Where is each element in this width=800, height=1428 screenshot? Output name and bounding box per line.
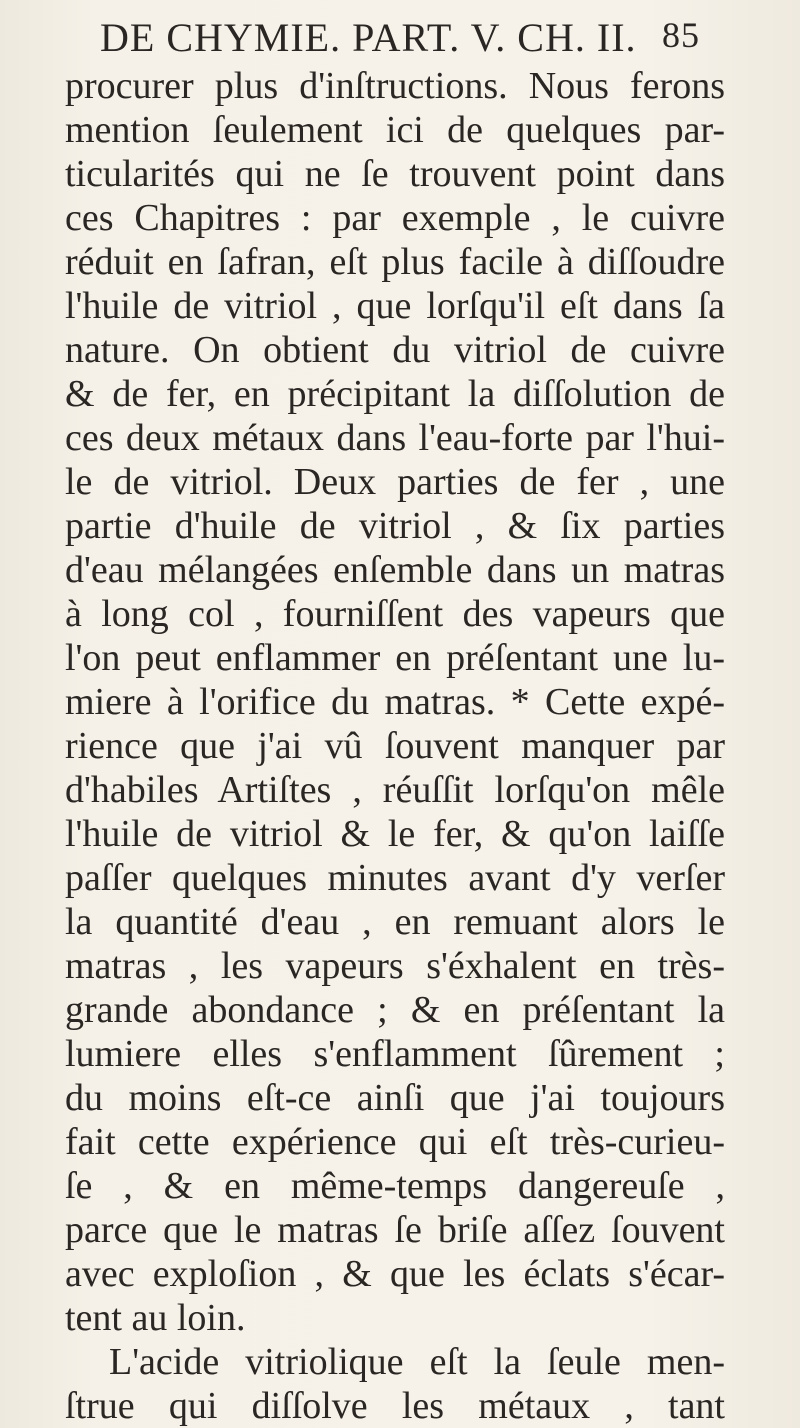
text-line: l'huile de vitriol & le fer, & qu'on laiſſe [65,813,725,855]
text-line: fait cette expérience qui eſt très-curieu- [65,1121,725,1163]
text-line: paſſer quelques minutes avant d'y verſer [65,857,725,899]
text-line: l'huile de vitriol , que lorſqu'il eſt dans ſa [65,285,725,327]
text-line: tent au loin. [65,1297,246,1339]
text-line: d'habiles Artiſtes , réuſſit lorſqu'on mêle [65,769,725,811]
text-line: ces deux métaux dans l'eau-forte par l'hui- [65,417,725,459]
running-head-title: DE CHYMIE. PART. V. CH. II. [100,15,637,60]
text-line: d'eau mélangées enſemble dans un matras [65,549,725,591]
running-head [100,14,700,58]
text-line: L'acide vitriolique eſt la ſeule men- [109,1341,725,1383]
text-line: du moins eſt-ce ainſi que j'ai toujours [65,1077,725,1119]
text-line: à long col , fourniſſent des vapeurs que [65,593,725,635]
text-line: partie d'huile de vitriol , & ſix parties [65,505,725,547]
text-line: la quantité d'eau , en remuant alors le [65,901,725,943]
text-line: & de fer, en précipitant la diſſolution de [65,373,725,415]
text-line: grande abondance ; & en préſentant la [65,989,725,1031]
text-line: lumiere elles s'enflamment ſûrement ; [65,1033,725,1075]
text-line: l'on peut enflammer en préſentant une lu- [65,637,725,679]
text-line: ſe , & en même-temps dangereuſe , [65,1165,725,1207]
text-line: miere à l'orifice du matras. * Cette expé- [65,681,725,723]
text-line: ces Chapitres : par exemple , le cuivre [65,197,725,239]
text-line: mention ſeulement ici de quelques par- [65,109,725,151]
text-line: rience que j'ai vû ſouvent manquer par [65,725,725,767]
text-line: matras , les vapeurs s'éxhalent en très- [65,945,725,987]
text-line: procurer plus d'inſtructions. Nous ferons [65,65,725,107]
text-line: ticularités qui ne ſe trouvent point dans [65,153,725,195]
text-line: réduit en ſafran, eſt plus facile à diſſoudre [65,241,725,283]
text-line: avec exploſion , & que les éclats s'écar- [65,1253,725,1295]
text-line: ſtrue qui diſſolve les métaux , tant [65,1385,725,1427]
text-line: nature. On obtient du vitriol de cuivre [65,329,725,371]
page-number: 85 [662,15,700,55]
body-text [65,64,725,1428]
text-line: le de vitriol. Deux parties de fer , une [65,461,725,503]
text-line: parce que le matras ſe briſe aſſez ſouvent [65,1209,725,1251]
